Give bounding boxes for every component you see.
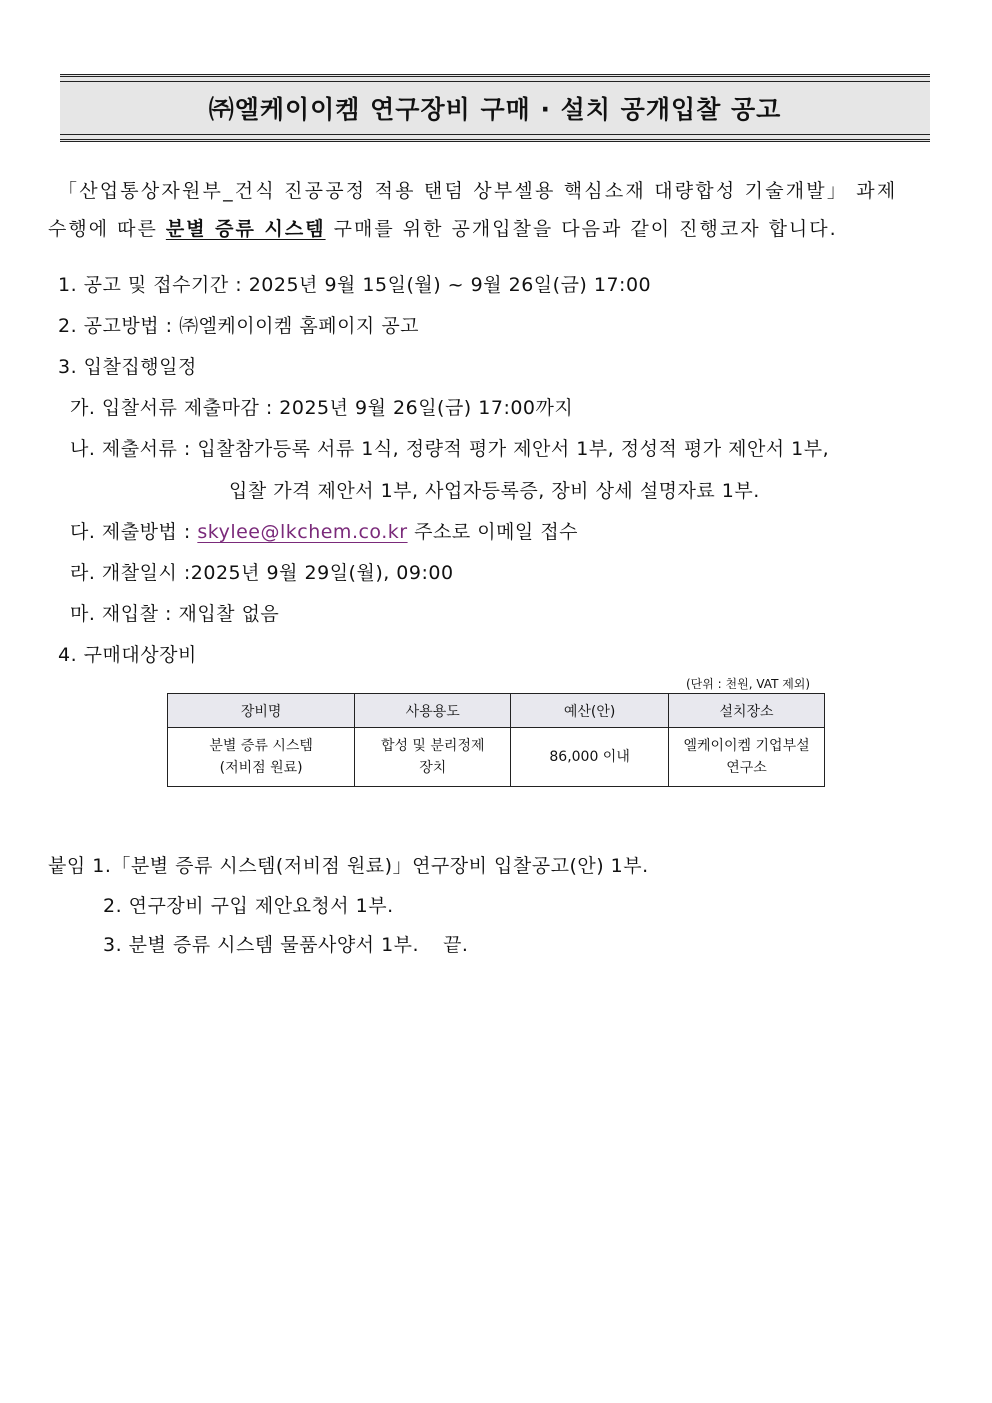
equipment-table	[167, 693, 825, 787]
cell-text: 장치	[419, 760, 447, 776]
intro-text: 구매를 위한 공개입찰을 다음과 같이 진행코자 합니다.	[325, 218, 838, 240]
attachment-3	[103, 930, 468, 957]
attachment-1: 붙임 1.「분별 증류 시스템(저비점 원료)」연구장비 입찰공고(안) 1부.	[48, 855, 649, 877]
cell-text: 합성 및 분리정제	[380, 738, 485, 754]
item-3-schedule: 3. 입찰집행일정	[58, 356, 197, 378]
item-text: 다. 제출방법 :	[70, 521, 198, 543]
cell-text: (저비점 원료)	[219, 760, 303, 776]
cell-text: 연구소	[726, 760, 767, 776]
attachment-text: 3. 분별 증류 시스템 물품사양서 1부.	[103, 934, 420, 956]
item-3e-rebid: 마. 재입찰 : 재입찰 없음	[70, 603, 280, 625]
header-location: 설치장소	[669, 694, 825, 728]
item-2-method: 2. 공고방법 : ㈜엘케이이켐 홈페이지 공고	[58, 315, 420, 337]
cell-equipment-name	[168, 728, 355, 787]
item-4-equipment: 4. 구매대상장비	[58, 644, 197, 666]
cell-usage	[355, 728, 511, 787]
intro-line-2	[48, 214, 838, 241]
cell-location	[669, 728, 825, 787]
header-budget: 예산(안)	[511, 694, 669, 728]
cell-text: 엘케이이켐 기업부설	[683, 738, 810, 754]
email-link[interactable]: skylee@lkchem.co.kr	[197, 521, 408, 543]
document-title: ㈜엘케이이켐 연구장비 구매 · 설치 공개입찰 공고	[208, 95, 782, 124]
header-usage: 사용용도	[355, 694, 511, 728]
item-text: 주소로 이메일 접수	[407, 521, 579, 543]
table-header-row	[168, 694, 825, 728]
cell-text: 분별 증류 시스템	[209, 738, 313, 754]
item-3d-opening: 라. 개찰일시 :2025년 9월 29일(월), 09:00	[70, 562, 454, 584]
attachment-2: 2. 연구장비 구입 제안요청서 1부.	[103, 895, 394, 917]
end-mark: 끝.	[443, 934, 469, 956]
intro-text: 수행에 따른	[48, 218, 166, 240]
item-3b-documents-cont: 입찰 가격 제안서 1부, 사업자등록증, 장비 상세 설명자료 1부.	[229, 480, 760, 502]
item-3b-documents: 나. 제출서류 : 입찰참가등록 서류 1식, 정량적 평가 제안서 1부, 정성적 평가 제안서 1부,	[70, 438, 830, 460]
table-unit-note: (단위 : 천원, VAT 제외)	[686, 677, 811, 691]
equipment-name-highlight: 분별 증류 시스템	[165, 218, 326, 240]
item-1-period: 1. 공고 및 접수기간 : 2025년 9월 15일(월) ~ 9월 26일(금) 17:00	[58, 274, 652, 296]
title-banner	[60, 74, 930, 142]
item-3a-deadline: 가. 입찰서류 제출마감 : 2025년 9월 26일(금) 17:00까지	[70, 397, 574, 419]
table-row	[168, 728, 825, 787]
intro-line-1: 「산업통상자원부_건식 진공공정 적용 탠덤 상부셀용 핵심소재 대량합성 기술개발」 과제	[58, 180, 898, 202]
header-equipment-name: 장비명	[168, 694, 355, 728]
cell-budget: 86,000 이내	[511, 728, 669, 787]
item-3c-method	[70, 517, 578, 544]
